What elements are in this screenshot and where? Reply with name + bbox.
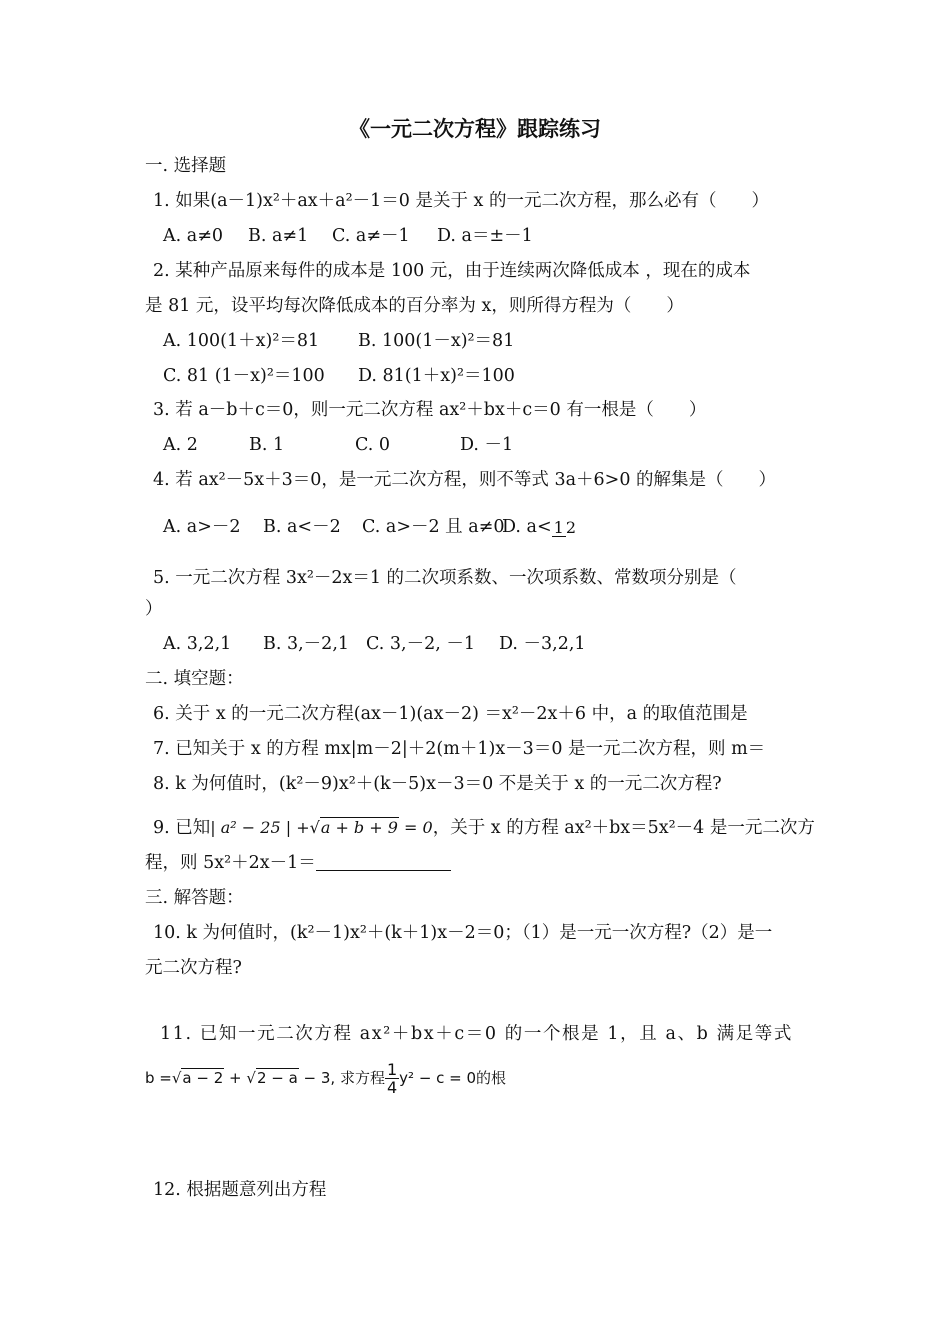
question-10-line-1: 10. k 为何值时，(k²－1)x²＋(k＋1)x－2＝0；（1）是一元一次方程?（2）是一 [153,923,773,943]
formula-sqrt: a + b + 9 [320,818,398,837]
question-1-options [163,224,533,248]
question-8: 8. k 为何值时，(k²－9)x²＋(k－5)x－3＝0 不是关于 x 的一元二次方程? [153,774,722,794]
question-2-options-row-2 [163,364,515,388]
sqrt-a-minus-2: a − 2 [182,1069,224,1087]
option-a: A. 100(1＋x)²＝81 [163,331,320,351]
eq-b: b = [145,1069,172,1087]
answer-blank[interactable] [316,852,451,871]
option-d: D. －3,2,1 [499,634,586,654]
question-2-options-row-1 [163,329,514,353]
option-b: B. a≠1 [248,226,309,246]
question-7: 7. 已知关于 x 的方程 mx|m－2|＋2(m＋1)x－3＝0 是一元二次方程，则 m＝ [153,739,766,759]
option-c: C. a≠－1 [332,226,410,246]
question-1: 1. 如果(a－1)x²＋ax＋a²－1＝0 是关于 x 的一元二次方程，那么必有（ ） [153,191,769,211]
question-4-options [163,505,576,549]
sqrt-symbol-2: √ [246,1069,256,1087]
fraction-one-half: 1 2 [553,517,577,537]
eq-rest: − 3, 求方程 [298,1069,385,1087]
question-3-options [163,433,513,457]
option-a: A. a≠0 [163,226,223,246]
question-10-line-2: 元二次方程? [145,958,242,978]
eq-tail: y² − c = 0的根 [399,1069,507,1087]
option-d: D. 81(1＋x)²＝100 [358,366,515,386]
question-9-line-2-text: 程，则 5x²＋2x－1＝ [145,853,316,873]
section-heading-solve: 三. 解答题： [145,888,244,908]
plus-sign: + [224,1069,247,1087]
question-6: 6. 关于 x 的一元二次方程(ax－1)(ax－2) ＝x²－2x＋6 中，a 的取值范围是 [153,704,748,724]
sqrt-symbol-1: √ [171,1069,182,1087]
question-11-line-2 [145,1058,506,1098]
option-c: C. a>－2 且 a≠0 [362,517,505,537]
option-c: C. 0 [355,435,391,455]
section-heading-fill: 二. 填空题： [145,669,244,689]
page-title: 《一元二次方程》跟踪练习 [349,116,601,141]
option-b: B. 3,－2,1 [263,634,350,654]
option-c: C. 3,－2, －1 [366,634,475,654]
question-2-line-2: 是 81 元，设平均每次降低成本的百分率为 x，则所得方程为（ ） [145,296,684,316]
question-4: 4. 若 ax²－5x＋3＝0，是一元二次方程，则不等式 3a＋6>0 的解集是（ ） [153,470,777,490]
question-9-line-2 [145,851,451,875]
question-11-line-1: 11. 已知一元二次方程 ax²＋bx＋c＝0 的一个根是 1，且 a、b 满足等式 [160,1024,793,1044]
option-b: B. a<－2 [263,517,341,537]
question-5-line-1: 5. 一元二次方程 3x²－2x＝1 的二次项系数、一次项系数、常数项分别是（ [153,568,737,588]
fraction-one-quarter: $\frac{1}{4}$ [386,1060,398,1097]
sqrt-2-minus-a: 2 − a [256,1069,298,1087]
option-d: D. －1 [460,435,514,455]
question-3: 3. 若 a－b＋c＝0，则一元二次方程 ax²＋bx＋c＝0 有一根是（ ） [153,400,707,420]
question-12: 12. 根据题意列出方程 [153,1180,327,1200]
question-9-suffix: ，关于 x 的方程 ax²＋bx＝5x²－4 是一元二次方 [432,818,815,838]
option-b: B. 100(1－x)²＝81 [358,331,515,351]
option-a: A. a>－2 [163,517,241,537]
option-b: B. 1 [249,435,285,455]
section-heading-choice: 一. 选择题 [145,156,227,176]
option-d: D. a< [502,517,552,537]
question-5-line-2: ） [145,599,163,619]
formula-equals-zero: = 0 [398,818,433,837]
option-a: A. 2 [163,435,198,455]
option-a: A. 3,2,1 [163,634,232,654]
sqrt-symbol: √ [309,818,320,837]
option-c: C. 81 (1－x)²＝100 [163,366,325,386]
formula-abs: | a² − 25 | + [210,818,310,837]
question-9-prefix: 9. 已知 [153,818,211,838]
question-5-options [163,632,586,656]
question-2-line-1: 2. 某种产品原来每件的成本是 100 元，由于连续两次降低成本 ，现在的成本 [153,261,751,281]
question-9-line-1 [153,816,815,840]
option-d: D. a＝±－1 [437,226,533,246]
